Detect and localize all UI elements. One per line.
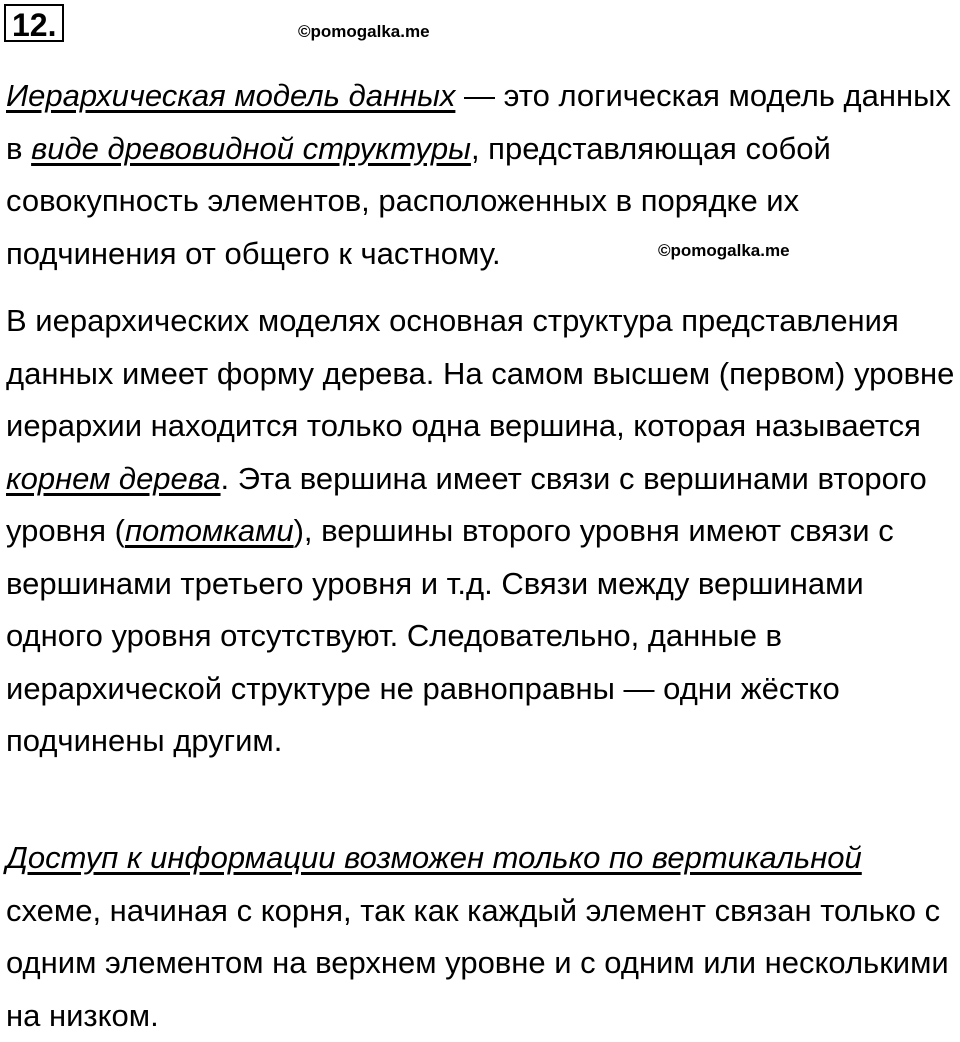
task-number: 12. (4, 4, 64, 42)
term-vertical-access: Доступ к информации возможен только по вертикальной (6, 840, 862, 875)
paragraph-access (6, 832, 956, 1042)
watermark: ©pomogalka.me (298, 22, 430, 41)
paragraph-text: В иерархических моделях основная структура представления данных имеет форму дерева. На самом высшем (первом) уровне иерархии находится только одна вершина, которая называется (6, 303, 955, 443)
paragraph-text: схеме, начиная с корня, так как каждый элемент связан только с одним элементом на верхнем уровне и с одним или несколькими на низком. (6, 892, 949, 1033)
term-tree-structure: виде древовидной структуры (31, 130, 471, 166)
term-tree-root: корнем дерева (6, 460, 221, 496)
paragraph-definition (6, 70, 956, 280)
paragraph-text: , представляющая собой совокупность элементов, расположенных в порядке их подчинения от общего к частному. (6, 130, 831, 271)
paragraph-text: . Эта вершина имеет связи с вершинами второго уровня ( (6, 460, 927, 548)
paragraph-text: — это логическая модель данных в (6, 78, 951, 166)
term-descendants: потомками (124, 513, 294, 548)
paragraph-text: ), вершины второго уровня имеют связи с вершинами третьего уровня и т.д. Связи между вершинами одного уровня отсутствуют. Следовательно, данные в иерархической структуре не равноправны — одни жёстко подчинены другим. (6, 513, 894, 758)
paragraph-structure (6, 295, 956, 768)
term-hierarchical-model: Иерархическая модель данных (6, 78, 456, 113)
watermark: ©pomogalka.me (658, 241, 790, 260)
